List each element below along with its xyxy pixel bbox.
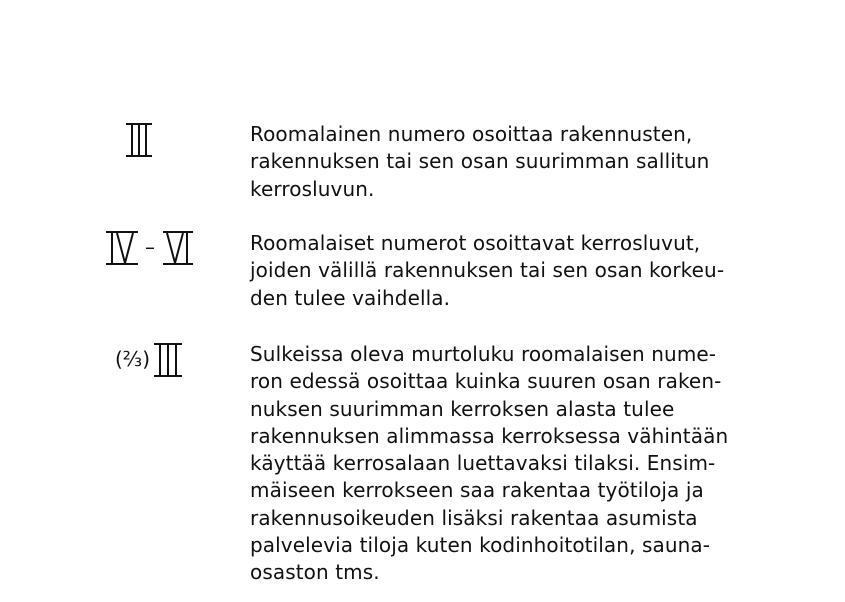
- roman-numeral-iii: [126, 123, 152, 157]
- legend-description: Roomalaiset numerot osoittavat kerrosluvut, joiden välillä rakennuksen tai sen osan korkeu- den tulee vaihdella.: [250, 231, 725, 310]
- legend-description: Roomalainen numero osoittaa rakennusten, rakennuksen tai sen osan suurimman sallitun kerrosluvun.: [250, 122, 710, 201]
- fraction-roman-symbol: [115, 343, 225, 377]
- roman-numeral-iii: [154, 343, 182, 377]
- range-separator: –: [145, 235, 155, 259]
- roman-numeral-vi: [163, 231, 193, 265]
- fraction-label: (⅔): [115, 347, 150, 371]
- roman-numeral-range-symbol: [106, 231, 216, 265]
- legend-description: Sulkeissa oleva murtoluku roomalaisen nume- ron edessä osoittaa kuinka suuren osan raken- nuksen suurimman kerroksen alasta tulee rakennuksen alimmassa kerroksessa vähintään käyttää kerrosalaan luettavaksi tilaksi. Ensim- mäiseen kerrokseen saa rakentaa työtiloja ja rakennusoikeuden lisäksi rakentaa asumista palvelevia tiloja kuten kodinhoitotilan, sauna- osaston tms.: [250, 342, 729, 585]
- roman-numeral-symbol: [126, 123, 236, 157]
- roman-numeral-iv: [106, 231, 138, 265]
